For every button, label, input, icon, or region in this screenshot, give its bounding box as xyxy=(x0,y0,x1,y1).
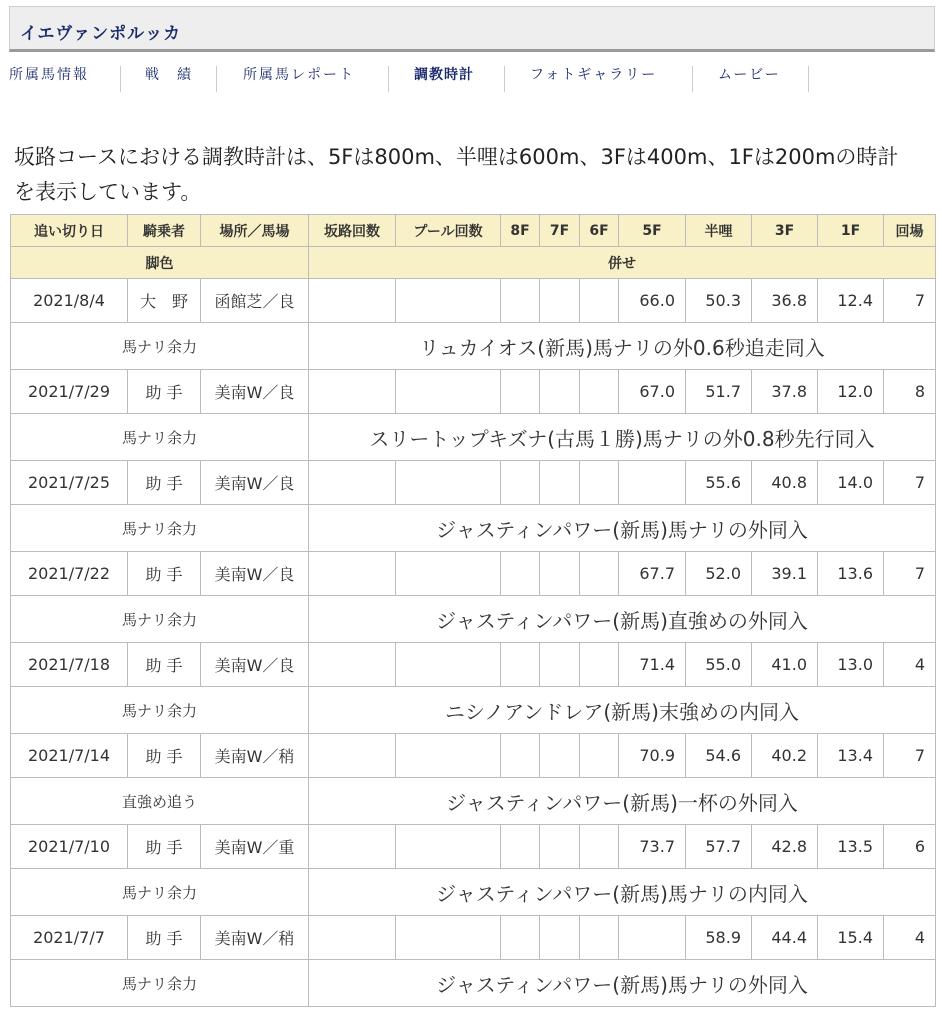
header-position: 回場 xyxy=(884,215,936,247)
time-half-mile-cell: 58.9 xyxy=(686,916,752,960)
time-3f-cell: 40.8 xyxy=(752,461,818,505)
header-5f: 5F xyxy=(619,215,686,247)
training-detail-row xyxy=(11,414,936,461)
time-8f-cell xyxy=(501,734,540,778)
header-date: 追い切り日 xyxy=(11,215,128,247)
date-cell: 2021/7/22 xyxy=(11,552,128,596)
time-half-mile-cell: 52.0 xyxy=(686,552,752,596)
time-6f-cell xyxy=(580,734,619,778)
slope-count-cell xyxy=(309,825,396,869)
time-7f-cell xyxy=(540,552,580,596)
condition-cell: 馬ナリ余力 xyxy=(11,414,309,461)
nav-tab-race-record[interactable]: 戦 績 xyxy=(145,67,193,83)
time-8f-cell xyxy=(501,461,540,505)
course-cell: 美南W／良 xyxy=(201,643,309,687)
time-1f-cell: 13.4 xyxy=(818,734,884,778)
date-cell: 2021/7/29 xyxy=(11,370,128,414)
nav-separator xyxy=(808,66,809,92)
rider-cell: 助 手 xyxy=(128,461,201,505)
time-half-mile-cell: 57.7 xyxy=(686,825,752,869)
position-cell: 7 xyxy=(884,552,936,596)
training-detail-row xyxy=(11,960,936,1007)
nav-separator xyxy=(216,66,217,92)
time-1f-cell: 15.4 xyxy=(818,916,884,960)
pool-count-cell xyxy=(396,916,501,960)
position-cell: 4 xyxy=(884,643,936,687)
time-half-mile-cell: 54.6 xyxy=(686,734,752,778)
training-detail-row xyxy=(11,505,936,552)
nav-tab-movie[interactable]: ムービー xyxy=(718,67,781,83)
time-6f-cell xyxy=(580,552,619,596)
time-half-mile-cell: 55.0 xyxy=(686,643,752,687)
time-1f-cell: 13.5 xyxy=(818,825,884,869)
position-cell: 7 xyxy=(884,734,936,778)
position-cell: 6 xyxy=(884,825,936,869)
table-subheader-row xyxy=(11,247,936,279)
slope-count-cell xyxy=(309,643,396,687)
header-condition: 脚色 xyxy=(11,247,309,279)
nav-tab-photo-gallery[interactable]: フォトギャラリー xyxy=(530,67,658,83)
time-6f-cell xyxy=(580,916,619,960)
partner-cell: スリートップキズナ(古馬１勝)馬ナリの外0.8秒先行同入 xyxy=(309,414,936,461)
rider-cell: 助 手 xyxy=(128,370,201,414)
training-row xyxy=(11,825,936,869)
time-7f-cell xyxy=(540,643,580,687)
horse-title-bar xyxy=(9,6,935,52)
time-6f-cell xyxy=(580,370,619,414)
nav-tab-horse-info[interactable]: 所属馬情報 xyxy=(9,67,89,83)
training-detail-row xyxy=(11,687,936,734)
pool-count-cell xyxy=(396,552,501,596)
time-5f-cell xyxy=(619,461,686,505)
header-rider: 騎乗者 xyxy=(128,215,201,247)
header-6f: 6F xyxy=(580,215,619,247)
training-row xyxy=(11,370,936,414)
date-cell: 2021/7/10 xyxy=(11,825,128,869)
training-row xyxy=(11,643,936,687)
condition-cell: 直強め追う xyxy=(11,778,309,825)
nav-tab-horse-report[interactable]: 所属馬レポート xyxy=(243,67,355,83)
time-1f-cell: 13.6 xyxy=(818,552,884,596)
condition-cell: 馬ナリ余力 xyxy=(11,505,309,552)
time-5f-cell: 67.0 xyxy=(619,370,686,414)
time-6f-cell xyxy=(580,279,619,323)
time-5f-cell: 70.9 xyxy=(619,734,686,778)
time-3f-cell: 44.4 xyxy=(752,916,818,960)
date-cell: 2021/8/4 xyxy=(11,279,128,323)
condition-cell: 馬ナリ余力 xyxy=(11,687,309,734)
time-3f-cell: 36.8 xyxy=(752,279,818,323)
time-8f-cell xyxy=(501,552,540,596)
course-cell: 美南W／稍 xyxy=(201,734,309,778)
condition-cell: 馬ナリ余力 xyxy=(11,960,309,1007)
header-8f: 8F xyxy=(501,215,540,247)
slope-count-cell xyxy=(309,370,396,414)
partner-cell: ジャスティンパワー(新馬)馬ナリの外同入 xyxy=(309,505,936,552)
pool-count-cell xyxy=(396,370,501,414)
pool-count-cell xyxy=(396,461,501,505)
course-cell: 美南W／良 xyxy=(201,461,309,505)
header-7f: 7F xyxy=(540,215,580,247)
date-cell: 2021/7/7 xyxy=(11,916,128,960)
time-8f-cell xyxy=(501,825,540,869)
header-slope-count: 坂路回数 xyxy=(309,215,396,247)
table-header-row xyxy=(11,215,936,247)
nav-separator xyxy=(120,66,121,92)
pool-count-cell xyxy=(396,643,501,687)
time-5f-cell: 67.7 xyxy=(619,552,686,596)
course-cell: 美南W／稍 xyxy=(201,916,309,960)
time-3f-cell: 40.2 xyxy=(752,734,818,778)
training-table-body xyxy=(11,279,936,1007)
slope-count-cell xyxy=(309,552,396,596)
nav-separator xyxy=(692,66,693,92)
time-half-mile-cell: 51.7 xyxy=(686,370,752,414)
time-half-mile-cell: 50.3 xyxy=(686,279,752,323)
time-7f-cell xyxy=(540,461,580,505)
time-half-mile-cell: 55.6 xyxy=(686,461,752,505)
training-detail-row xyxy=(11,869,936,916)
header-pool-count: プール回数 xyxy=(396,215,501,247)
time-7f-cell xyxy=(540,279,580,323)
time-3f-cell: 37.8 xyxy=(752,370,818,414)
training-detail-row xyxy=(11,778,936,825)
time-7f-cell xyxy=(540,370,580,414)
time-6f-cell xyxy=(580,643,619,687)
training-intro-text: 坂路コースにおける調教時計は、5Fは800m、半哩は600m、3Fは400m、1Fは200mの時計を表示しています。 xyxy=(14,145,899,204)
condition-cell: 馬ナリ余力 xyxy=(11,869,309,916)
training-row xyxy=(11,916,936,960)
header-course: 場所／馬場 xyxy=(201,215,309,247)
time-8f-cell xyxy=(501,279,540,323)
rider-cell: 助 手 xyxy=(128,643,201,687)
slope-count-cell xyxy=(309,279,396,323)
date-cell: 2021/7/14 xyxy=(11,734,128,778)
training-row xyxy=(11,461,936,505)
time-1f-cell: 12.4 xyxy=(818,279,884,323)
nav-separator xyxy=(504,66,505,92)
course-cell: 函館芝／良 xyxy=(201,279,309,323)
rider-cell: 助 手 xyxy=(128,916,201,960)
time-8f-cell xyxy=(501,643,540,687)
time-3f-cell: 39.1 xyxy=(752,552,818,596)
time-5f-cell xyxy=(619,916,686,960)
training-detail-row xyxy=(11,596,936,643)
partner-cell: ジャスティンパワー(新馬)馬ナリの内同入 xyxy=(309,869,936,916)
slope-count-cell xyxy=(309,734,396,778)
partner-cell: リュカイオス(新馬)馬ナリの外0.6秒追走同入 xyxy=(309,323,936,370)
slope-count-cell xyxy=(309,461,396,505)
course-cell: 美南W／重 xyxy=(201,825,309,869)
time-8f-cell xyxy=(501,916,540,960)
partner-cell: ニシノアンドレア(新馬)末強めの内同入 xyxy=(309,687,936,734)
training-detail-row xyxy=(11,323,936,370)
training-times-table xyxy=(10,214,936,1007)
training-row xyxy=(11,552,936,596)
condition-cell: 馬ナリ余力 xyxy=(11,323,309,370)
date-cell: 2021/7/18 xyxy=(11,643,128,687)
course-cell: 美南W／良 xyxy=(201,370,309,414)
pool-count-cell xyxy=(396,279,501,323)
condition-cell: 馬ナリ余力 xyxy=(11,596,309,643)
header-half-mile: 半哩 xyxy=(686,215,752,247)
course-cell: 美南W／良 xyxy=(201,552,309,596)
date-cell: 2021/7/25 xyxy=(11,461,128,505)
rider-cell: 助 手 xyxy=(128,825,201,869)
training-row xyxy=(11,734,936,778)
time-5f-cell: 71.4 xyxy=(619,643,686,687)
time-7f-cell xyxy=(540,916,580,960)
position-cell: 7 xyxy=(884,279,936,323)
time-6f-cell xyxy=(580,461,619,505)
nav-tab-training-times[interactable]: 調教時計 xyxy=(414,67,474,83)
slope-count-cell xyxy=(309,916,396,960)
time-5f-cell: 66.0 xyxy=(619,279,686,323)
rider-cell: 大 野 xyxy=(128,279,201,323)
training-row xyxy=(11,279,936,323)
position-cell: 4 xyxy=(884,916,936,960)
partner-cell: ジャスティンパワー(新馬)直強めの外同入 xyxy=(309,596,936,643)
time-1f-cell: 14.0 xyxy=(818,461,884,505)
pool-count-cell xyxy=(396,825,501,869)
time-8f-cell xyxy=(501,370,540,414)
time-7f-cell xyxy=(540,734,580,778)
pool-count-cell xyxy=(396,734,501,778)
time-1f-cell: 13.0 xyxy=(818,643,884,687)
rider-cell: 助 手 xyxy=(128,734,201,778)
position-cell: 7 xyxy=(884,461,936,505)
position-cell: 8 xyxy=(884,370,936,414)
time-3f-cell: 42.8 xyxy=(752,825,818,869)
time-6f-cell xyxy=(580,825,619,869)
partner-cell: ジャスティンパワー(新馬)馬ナリの外同入 xyxy=(309,960,936,1007)
horse-name-title: イエヴァンポルッカ xyxy=(20,24,182,44)
header-partner: 併せ xyxy=(309,247,936,279)
header-3f: 3F xyxy=(752,215,818,247)
partner-cell: ジャスティンパワー(新馬)一杯の外同入 xyxy=(309,778,936,825)
nav-separator xyxy=(388,66,389,92)
rider-cell: 助 手 xyxy=(128,552,201,596)
time-3f-cell: 41.0 xyxy=(752,643,818,687)
time-1f-cell: 12.0 xyxy=(818,370,884,414)
header-1f: 1F xyxy=(818,215,884,247)
time-5f-cell: 73.7 xyxy=(619,825,686,869)
time-7f-cell xyxy=(540,825,580,869)
